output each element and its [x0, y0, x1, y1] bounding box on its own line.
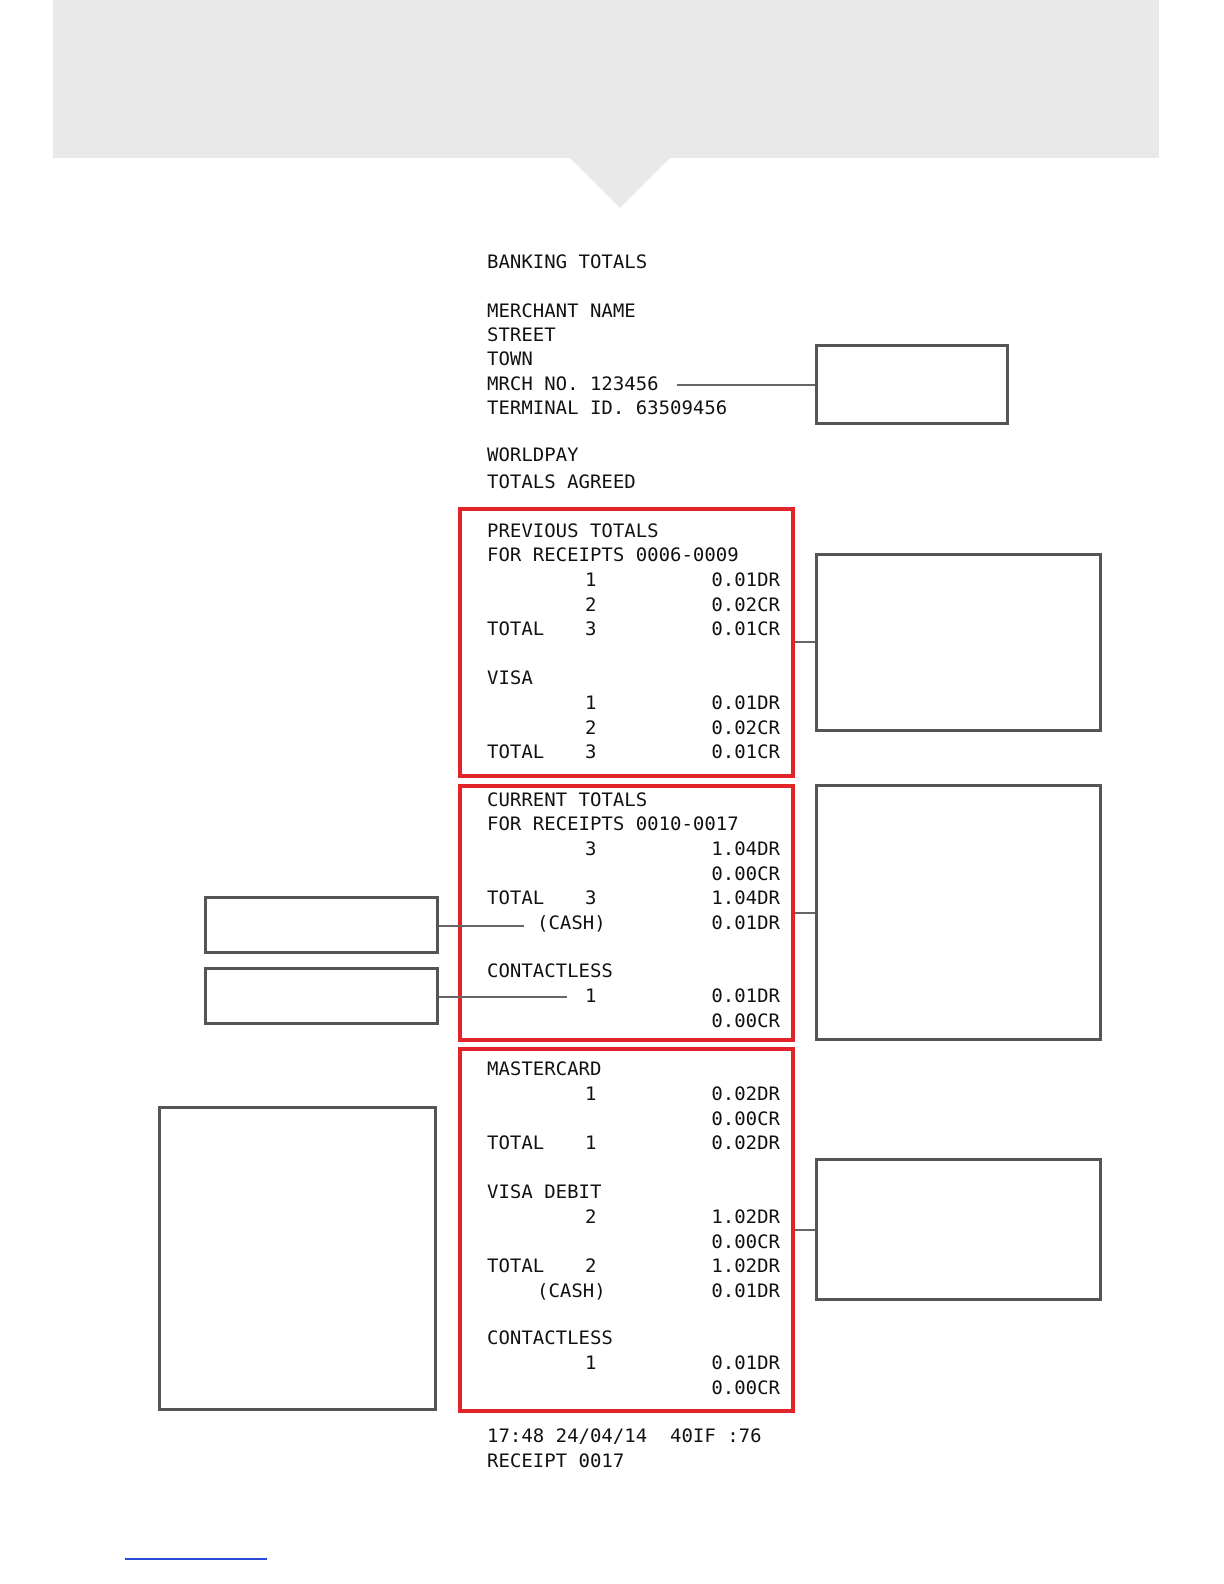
row-amount: 0.02CR: [711, 716, 780, 739]
row-amount: 0.00CR: [711, 862, 780, 885]
row-label: TOTAL: [487, 1255, 545, 1277]
row-amount: 0.00CR: [711, 1230, 780, 1253]
merchant-street: STREET: [487, 324, 556, 346]
row-count: 1: [585, 1352, 597, 1374]
contactless-heading: CONTACTLESS: [487, 960, 613, 982]
callout-cash: [204, 896, 439, 954]
current-totals-heading: CURRENT TOTALS: [487, 789, 648, 811]
row-count: 2: [585, 1255, 597, 1277]
previous-receipt-range: FOR RECEIPTS 0006-0009: [487, 544, 739, 566]
row-label: TOTAL: [487, 1132, 545, 1154]
row-amount: 0.01CR: [711, 618, 780, 640]
row-count: 3: [585, 741, 597, 763]
footer-link-underline: [125, 1558, 267, 1560]
connector-line: [439, 925, 524, 927]
row-count: 1: [585, 985, 597, 1007]
row-amount: 1.02DR: [711, 1255, 780, 1277]
receipt-number: RECEIPT 0017: [487, 1450, 625, 1472]
acquirer-name: WORLDPAY: [487, 444, 579, 466]
row-amount: 1.04DR: [711, 887, 780, 909]
row-label: (CASH): [537, 1279, 606, 1302]
card-totals-highlight: [458, 1047, 795, 1413]
row-count: 2: [585, 593, 597, 616]
row-count: 1: [585, 1083, 597, 1105]
connector-line: [795, 912, 815, 914]
callout-contactless: [204, 967, 439, 1025]
visa-heading: VISA: [487, 667, 533, 689]
callout-merchant-number: [815, 344, 1009, 425]
receipt-datetime: 17:48 24/04/14 40IF :76: [487, 1425, 762, 1447]
row-amount: 0.02DR: [711, 1132, 780, 1154]
row-label: TOTAL: [487, 618, 545, 640]
visa-debit-heading: VISA DEBIT: [487, 1181, 602, 1203]
row-count: 3: [585, 838, 597, 860]
row-label: (CASH): [537, 911, 606, 934]
row-amount: 0.00CR: [711, 1009, 780, 1032]
row-amount: 0.01DR: [711, 569, 780, 591]
callout-current-totals: [815, 784, 1102, 1041]
previous-totals-heading: PREVIOUS TOTALS: [487, 520, 659, 542]
row-count: 3: [585, 618, 597, 640]
row-count: 3: [585, 887, 597, 909]
callout-card-breakdown: [158, 1106, 437, 1411]
row-amount: 0.02CR: [711, 593, 780, 616]
row-label: TOTAL: [487, 887, 545, 909]
callout-card-totals: [815, 1158, 1102, 1301]
row-count: 1: [585, 569, 597, 591]
mastercard-heading: MASTERCARD: [487, 1058, 602, 1080]
row-count: 2: [585, 1206, 597, 1228]
row-amount: 0.00CR: [711, 1376, 780, 1399]
row-amount: 0.01CR: [711, 741, 780, 763]
row-label: TOTAL: [487, 741, 545, 763]
row-amount: 0.01DR: [711, 1352, 780, 1374]
merchant-town: TOWN: [487, 348, 533, 370]
connector-line: [439, 996, 567, 998]
connector-line: [795, 641, 815, 643]
row-amount: 0.01DR: [711, 1279, 780, 1302]
callout-previous-totals: [815, 553, 1102, 732]
current-totals-highlight: [458, 784, 795, 1042]
row-amount: 1.02DR: [711, 1206, 780, 1228]
row-count: 2: [585, 716, 597, 739]
receipt-title: BANKING TOTALS: [487, 251, 648, 273]
terminal-id: TERMINAL ID. 63509456: [487, 397, 728, 419]
row-amount: 0.01DR: [711, 911, 780, 934]
header-banner: [53, 0, 1159, 158]
row-count: 1: [585, 1132, 597, 1154]
previous-totals-highlight: [458, 507, 795, 778]
totals-status: TOTALS AGREED: [487, 471, 636, 493]
merchant-number: MRCH NO. 123456: [487, 373, 659, 395]
row-amount: 0.00CR: [711, 1107, 780, 1130]
current-receipt-range: FOR RECEIPTS 0010-0017: [487, 813, 739, 835]
row-amount: 0.02DR: [711, 1083, 780, 1105]
row-count: 1: [585, 692, 597, 714]
connector-line: [795, 1229, 815, 1231]
connector-line: [677, 384, 815, 386]
banner-pointer: [570, 158, 670, 208]
row-amount: 1.04DR: [711, 838, 780, 860]
card-contactless-heading: CONTACTLESS: [487, 1327, 613, 1349]
merchant-name: MERCHANT NAME: [487, 300, 636, 322]
row-amount: 0.01DR: [711, 985, 780, 1007]
row-amount: 0.01DR: [711, 692, 780, 714]
